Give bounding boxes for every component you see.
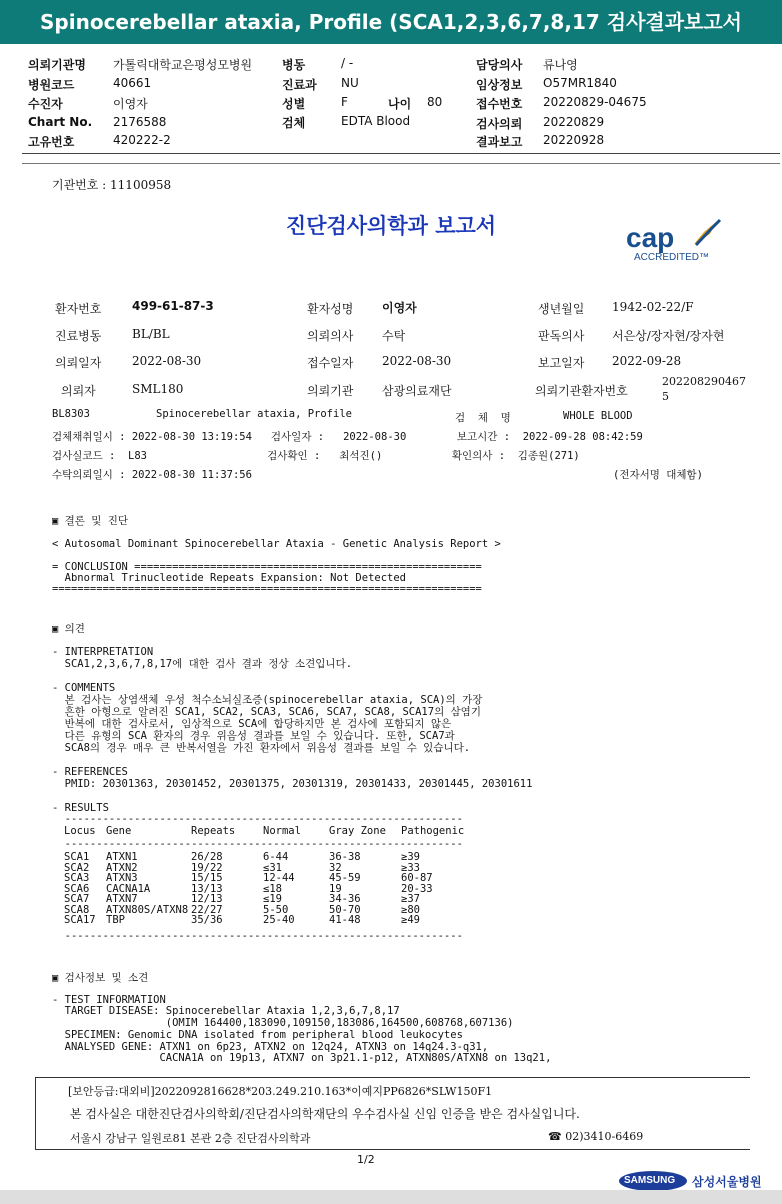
- results-cell: TBP: [106, 914, 125, 926]
- results-cell: 45-59: [329, 872, 361, 884]
- header-divider-2: [22, 163, 780, 164]
- results-cell: CACNA1A: [106, 882, 151, 895]
- info-r3-l2: 접수일자: [307, 356, 354, 370]
- samsung-logo-text: SAMSUNG: [624, 1175, 676, 1186]
- results-cell: ATXN80S/ATXN8: [106, 903, 189, 916]
- specimen-name-label: 검 체 명: [455, 412, 511, 424]
- testinfo-line-4: SPECIMEN: Genomic DNA isolated from peripheral blood leukocytes: [52, 1029, 463, 1041]
- results-cell: ≥49: [401, 914, 420, 926]
- interpretation-text: SCA1,2,3,6,7,8,17에 대한 검사 결과 정상 소견입니다.: [52, 658, 353, 670]
- results-cell: ATXN3: [106, 872, 138, 884]
- results-row: [64, 873, 471, 884]
- results-cell: ≥80: [401, 903, 420, 916]
- info-r4-v3b: 5: [662, 390, 669, 403]
- recv-value: 20220829-04675: [543, 95, 647, 109]
- comments-line-2: 흔한 아형으로 알려진 SCA1, SCA2, SCA3, SCA6, SCA7, SCA8, SCA17의 삼염기: [52, 706, 481, 718]
- results-rule-bottom: ---------------------------------------------------------------: [52, 930, 463, 942]
- age-value: 80: [427, 95, 443, 109]
- results-table: [64, 826, 471, 837]
- testinfo-line-6: CACNA1A on 19p13, ATXN7 on 3p21.1-p12, ATXN80S/ATXN8 on 13q21,: [52, 1052, 552, 1064]
- age-label: 나이: [388, 97, 412, 111]
- sex-value: F: [341, 95, 348, 109]
- info-r2-v3: 서은상/장자현/장자현: [612, 329, 725, 343]
- results-header-row: [64, 826, 471, 837]
- section-testinfo-title: ▣ 검사정보 및 소견: [52, 972, 149, 984]
- info-r1-v2: 이영자: [382, 301, 417, 315]
- cap-sub: ACCREDITED™: [634, 252, 710, 263]
- samsung-hospital-name: 삼성서울병원: [692, 1175, 762, 1189]
- results-title: - RESULTS: [52, 802, 109, 814]
- results-cell: 19: [329, 882, 342, 895]
- results-cell: 26/28: [191, 851, 223, 863]
- results-cell: 19/22: [191, 861, 223, 874]
- results-cell: 6-44: [263, 851, 289, 863]
- footer-rule-bottom: [35, 1149, 750, 1150]
- ward-value: / -: [341, 56, 354, 70]
- testinfo-line-1: - TEST INFORMATION: [52, 994, 166, 1006]
- results-cell: 50-70: [329, 903, 361, 916]
- info-r3-v2: 2022-08-30: [382, 354, 452, 368]
- esign-note: (전자서명 대체함): [613, 469, 703, 481]
- conclusion-line-2: Abnormal Trinucleotide Repeats Expansion: Not Detected: [52, 572, 407, 584]
- info-r3-v3: 2022-09-28: [612, 354, 682, 368]
- chart-label: Chart No.: [28, 115, 93, 129]
- results-cell: ATXN1: [106, 851, 138, 863]
- results-cell: ≤31: [263, 861, 282, 874]
- results-cell: ≤19: [263, 893, 282, 905]
- results-cell: 20-33: [401, 882, 433, 895]
- report-label: 결과보고: [476, 135, 523, 149]
- header-divider: [22, 153, 780, 154]
- references-text: PMID: 20301363, 20301452, 20301375, 20301319, 20301433, 20301445, 20301611: [52, 778, 533, 790]
- conclusion-line-1: = CONCLUSION =======================================================: [52, 561, 482, 573]
- info-r3-l3: 보고일자: [538, 356, 585, 370]
- specimen-label: 검체: [282, 116, 306, 130]
- report-heading: < Autosomal Dominant Spinocerebellar Ataxia - Genetic Analysis Report >: [52, 538, 501, 550]
- doctor-label: 담당의사: [476, 58, 523, 72]
- cap-text: cap: [626, 222, 675, 253]
- test-name: Spinocerebellar ataxia, Profile: [156, 408, 352, 420]
- results-cell: SCA6: [64, 882, 90, 895]
- results-cell: 32: [329, 861, 342, 874]
- results-body: [64, 852, 471, 926]
- test-code: BL8303: [52, 408, 90, 420]
- results-cell: 35/36: [191, 914, 223, 926]
- results-cell: 41-48: [329, 914, 361, 926]
- results-cell: SCA17: [64, 914, 96, 926]
- info-r1-v1: 499-61-87-3: [132, 299, 214, 313]
- results-rule-top: ---------------------------------------------------------------: [52, 813, 463, 825]
- col-pathogenic: Pathogenic: [401, 825, 465, 837]
- results-body-grid: [64, 852, 471, 926]
- hcode-value: 40661: [113, 76, 152, 90]
- results-cell: SCA1: [64, 851, 90, 863]
- info-r4-l1: 의뢰자: [61, 384, 96, 398]
- recv-label: 접수번호: [476, 97, 523, 111]
- results-cell: SCA2: [64, 861, 90, 874]
- results-cell: 60-87: [401, 872, 433, 884]
- results-cell: 15/15: [191, 872, 223, 884]
- comments-line-1: 본 검사는 상염색체 우성 척수소뇌실조증(spinocerebellar ataxia, SCA)의 가장: [52, 694, 483, 706]
- results-cell: 36-38: [329, 851, 361, 863]
- results-cell: ATXN7: [106, 893, 138, 905]
- results-cell: ≥33: [401, 861, 420, 874]
- section-conclusion-title: ▣ 결론 및 진단: [52, 515, 129, 527]
- info-r2-v1: BL/BL: [132, 327, 170, 341]
- chart-value: 2176588: [113, 115, 167, 129]
- testinfo-line-3: (OMIM 164400,183090,109150,183086,164500,608768,607136): [52, 1017, 514, 1029]
- results-grid: [64, 826, 471, 837]
- results-cell: 22/27: [191, 903, 223, 916]
- results-cell: 12-44: [263, 872, 295, 884]
- info-r4-v1: SML180: [132, 382, 184, 396]
- info-r3-l1: 의뢰일자: [55, 356, 102, 370]
- address: 서울시 강남구 일원로81 본관 2층 진단검사의학과: [70, 1132, 311, 1145]
- id-value: 420222-2: [113, 133, 171, 147]
- results-cell: SCA3: [64, 872, 90, 884]
- patient-value: 이영자: [113, 97, 148, 111]
- references-title: - REFERENCES: [52, 766, 128, 778]
- info-r4-l2: 의뢰기관: [307, 384, 354, 398]
- clinical-label: 임상정보: [476, 78, 523, 92]
- bottom-bar: [0, 1190, 782, 1204]
- patient-label: 수진자: [28, 97, 63, 111]
- info-r1-l3: 생년월일: [538, 302, 585, 316]
- conclusion-line-3: ====================================================================: [52, 583, 482, 595]
- dept-label: 진료과: [282, 78, 317, 92]
- info-r1-v3: 1942-02-22/F: [612, 300, 694, 314]
- banner-title: Spinocerebellar ataxia, Profile (SCA1,2,3,6,7,8,17 검사결과보고서: [0, 0, 782, 44]
- results-cell: 34-36: [329, 893, 361, 905]
- meta-line-2: 검사실코드 : L83 검사확인 : 최석진() 확인의사 : 김종원(271): [52, 450, 580, 462]
- meta-line-1: 검체채취일시 : 2022-08-30 13:19:54 검사일자 : 2022-08-30 보고시간 : 2022-09-28 08:42:59: [52, 431, 643, 443]
- meta-line-3: 수탁의뢰일시 : 2022-08-30 11:37:56: [52, 469, 252, 481]
- section-opinion-title: ▣ 의견: [52, 623, 85, 635]
- footer-rule-left: [35, 1077, 36, 1149]
- info-r1-l2: 환자성명: [307, 302, 354, 316]
- report-title: 진단검사의학과 보고서: [285, 213, 497, 238]
- hospital-value: 가톨릭대학교은평성모병원: [113, 58, 253, 72]
- results-row: [64, 852, 471, 863]
- results-row: [64, 915, 471, 926]
- results-cell: 5-50: [263, 903, 289, 916]
- info-r3-v1: 2022-08-30: [132, 354, 202, 368]
- security-line: [보안등급:대외비]2022092816628*203.249.210.163*이예지PP6826*SLW150F1: [68, 1085, 493, 1098]
- page-number: 1/2: [357, 1153, 375, 1166]
- specimen-value: EDTA Blood: [341, 114, 411, 128]
- col-grayzone: Gray Zone: [329, 825, 386, 837]
- ward-label: 병동: [282, 58, 306, 72]
- req-value: 20220829: [543, 115, 605, 129]
- info-r2-l1: 진료병동: [55, 329, 102, 343]
- certification-text: 본 검사실은 대한진단검사의학회/진단검사의학재단의 우수검사실 신임 인증을 받은 검사실입니다.: [70, 1107, 580, 1121]
- dept-value: NU: [341, 76, 359, 90]
- info-r4-v2: 삼광의료재단: [382, 384, 452, 398]
- results-cell: 25-40: [263, 914, 295, 926]
- info-r2-v2: 수탁: [382, 329, 406, 343]
- doctor-value: 류나영: [543, 58, 578, 72]
- results-cell: ≤18: [263, 882, 282, 895]
- comments-line-4: 다른 유형의 SCA 환자의 경우 위음성 결과를 보일 수 있습니다. 또한, SCA7과: [52, 730, 455, 742]
- req-label: 검사의뢰: [476, 117, 523, 131]
- interpretation-title: - INTERPRETATION: [52, 646, 154, 658]
- col-locus: Locus: [64, 825, 96, 837]
- sex-label: 성별: [282, 97, 306, 111]
- results-cell: ≥37: [401, 893, 420, 905]
- results-cell: ATXN2: [106, 861, 138, 874]
- phone: ☎ 02)3410-6469: [548, 1130, 644, 1143]
- hospital-label: 의뢰기관명: [28, 58, 86, 72]
- comments-title: - COMMENTS: [52, 682, 116, 694]
- comments-line-3: 반복에 대한 검사로서, 임상적으로 SCA에 합당하지만 본 검사에 포함되지 않은: [52, 718, 452, 730]
- info-r2-l2: 의뢰의사: [307, 329, 354, 343]
- org-number: 기관번호 : 11100958: [52, 178, 172, 192]
- results-cell: ≥39: [401, 851, 420, 863]
- cap-accredited-logo: [624, 218, 728, 264]
- samsung-logo: [618, 1170, 688, 1192]
- col-repeats: Repeats: [191, 825, 236, 837]
- specimen-name: WHOLE BLOOD: [563, 410, 633, 422]
- clinical-value: O57MR1840: [543, 76, 617, 90]
- hcode-label: 병원코드: [28, 78, 75, 92]
- results-cell: SCA8: [64, 903, 90, 916]
- comments-line-5: SCA8의 경우 매우 큰 반복서열을 가진 환자에서 위음성 결과를 보일 수 있습니다.: [52, 742, 471, 754]
- results-cell: 13/13: [191, 882, 223, 895]
- results-cell: SCA7: [64, 893, 90, 905]
- info-r2-l3: 판독의사: [538, 329, 585, 343]
- results-row: [64, 894, 471, 905]
- col-gene: Gene: [106, 825, 132, 837]
- info-r4-l3: 의뢰기관환자번호: [535, 384, 628, 398]
- results-cell: 12/13: [191, 893, 223, 905]
- col-normal: Normal: [263, 825, 301, 837]
- footer-rule-top: [35, 1077, 750, 1078]
- testinfo-line-2: TARGET DISEASE: Spinocerebellar Ataxia 1,2,3,6,7,8,17: [52, 1005, 400, 1017]
- results-rule-mid: ---------------------------------------------------------------: [52, 838, 463, 850]
- id-label: 고유번호: [28, 135, 75, 149]
- info-r1-l1: 환자번호: [55, 302, 102, 316]
- info-r4-v3: 202208290467: [662, 375, 746, 388]
- testinfo-line-5: ANALYSED GENE: ATXN1 on 6p23, ATXN2 on 12q24, ATXN3 on 14q24.3-q31,: [52, 1041, 489, 1053]
- report-value: 20220928: [543, 133, 605, 147]
